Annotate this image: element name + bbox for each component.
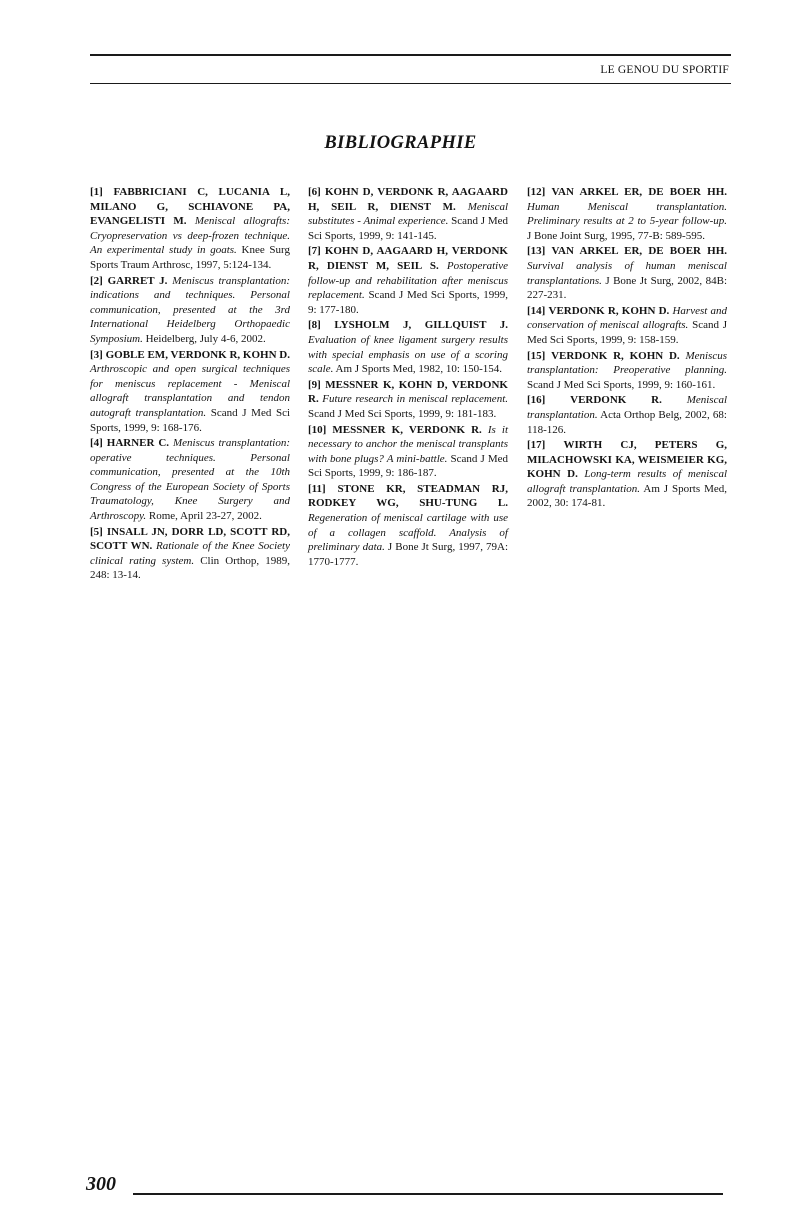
reference-entry — [308, 423, 508, 481]
reference-title: Rationale of the Knee Society clinical rating system. — [90, 540, 291, 567]
reference-column-3 — [527, 185, 727, 512]
page-number: 300 — [86, 1173, 116, 1195]
reference-entry — [308, 378, 508, 422]
reference-title: Evaluation of knee ligament surgery results with special emphasis on use of a scoring scale. — [308, 333, 508, 376]
reference-source: Scand J Med Sci Sports, 1999, 9: 160-161. — [527, 378, 716, 391]
reference-authors: MESSNER K, KOHN D, VERDONK R. — [308, 378, 508, 406]
reference-title: Meniscus transplantation: indications and techniques. Personal communication, presented at the 3rd International Heidelberg Orthopaedic Symposium. — [90, 274, 290, 345]
reference-number: [5] — [90, 525, 103, 538]
reference-title: Arthroscopic and open surgical techniques for meniscus replacement - Meniscal allograft transplantation and tendon autograft transplantation. — [90, 363, 290, 419]
reference-number: [4] — [90, 437, 103, 450]
reference-authors: LYSHOLM J, GILLQUIST J. — [334, 319, 508, 332]
reference-source: Am J Sports Med, 2002, 30: 174-81. — [527, 482, 727, 510]
reference-number: [14] — [527, 304, 546, 317]
reference-entry — [90, 274, 290, 347]
running-header-title: LE GENOU DU SPORTIF — [600, 64, 729, 76]
reference-title: Meniscus transplantation: operative techniques. Personal communication, presented at the 10th Congress of the European Society of Sports Traumatology, Knee Surgery and Arthroscopy. — [90, 437, 290, 523]
reference-entry — [90, 185, 290, 273]
reference-entry — [527, 349, 727, 393]
reference-source: J Bone Jt Surg, 1997, 79A: 1770-1777. — [308, 541, 509, 568]
reference-entry — [308, 244, 508, 317]
reference-source: Scand J Med Sci Sports, 1999, 9: 168-176. — [90, 406, 291, 434]
reference-authors: KOHN D, VERDONK R, AAGAARD H, SEIL R, DIENST M. — [308, 186, 509, 213]
reference-number: [9] — [308, 378, 321, 391]
reference-column-1 — [90, 185, 290, 584]
reference-source: Rome, April 23-27, 2002. — [148, 510, 262, 523]
reference-entry — [90, 348, 290, 436]
header-rule-top — [90, 54, 731, 56]
reference-entry — [527, 304, 727, 348]
reference-authors: VERDONK R, KOHN D. — [551, 349, 680, 362]
reference-title: Postoperative follow-up and rehabilitation after meniscus replacement. — [308, 259, 509, 302]
reference-title: Is it necessary to anchor the meniscal transplants with bone plugs? A mini-battle. — [308, 423, 509, 465]
reference-number: [15] — [527, 349, 546, 362]
reference-source: Knee Surg Sports Traum Arthrosc, 1997, 5:124-134. — [90, 244, 290, 271]
reference-number: [7] — [308, 245, 321, 258]
reference-title: Meniscal substitutes - Animal experience. — [308, 200, 509, 228]
reference-source: Heidelberg, July 4-6, 2002. — [145, 332, 266, 345]
reference-entry — [308, 185, 508, 243]
reference-authors: VERDONK R. — [570, 394, 662, 407]
section-title: BIBLIOGRAPHIE — [324, 133, 477, 153]
reference-authors: FABBRICIANI C, LUCANIA L, MILANO G, SCHIAVONE PA, EVANGELISTI M. — [90, 186, 291, 228]
reference-entry — [90, 436, 290, 524]
reference-title: Meniscus transplantation: Preoperative planning. — [527, 349, 727, 377]
reference-column-2 — [308, 185, 508, 570]
reference-authors: GARRET J. — [107, 274, 168, 287]
reference-title: Meniscal allografts: Cryopreservation vs deep-frozen technique. An experimental study in goats. — [90, 215, 290, 257]
reference-authors: VAN ARKEL ER, DE BOER HH. — [551, 186, 727, 198]
reference-entry — [90, 525, 290, 583]
reference-authors: STONE KR, STEADMAN RJ, RODKEY WG, SHU-TUNG L. — [308, 482, 508, 510]
header-rule-bottom — [90, 83, 731, 84]
reference-source: Scand J Med Sci Sports, 1999, 9: 177-180. — [308, 289, 509, 316]
reference-number: [6] — [308, 186, 321, 198]
reference-source: Scand J Med Sci Sports, 1999, 9: 141-145. — [308, 215, 508, 242]
reference-source: Clin Orthop, 1989, 248: 13-14. — [90, 554, 290, 582]
reference-title: Meniscal transplantation. — [527, 394, 728, 421]
reference-source: Am J Sports Med, 1982, 10: 150-154. — [335, 363, 503, 376]
reference-title: Regeneration of meniscal cartilage with use of a collagen scaffold. Analysis of preliminary data. — [308, 512, 508, 554]
reference-authors: INSALL JN, DORR LD, SCOTT RD, SCOTT WN. — [90, 525, 290, 553]
reference-title: Survival analysis of human meniscal transplantations. — [527, 259, 727, 287]
reference-source: J Bone Joint Surg, 1995, 77-B: 589-595. — [527, 229, 705, 242]
reference-authors: HARNER C. — [106, 437, 170, 450]
reference-entry — [527, 438, 727, 511]
reference-number: [16] — [527, 394, 546, 407]
reference-title: Harvest and conservation of meniscal allografts. — [527, 304, 727, 332]
reference-entry — [527, 185, 727, 243]
reference-source: Scand J Med Sci Sports, 1999, 9: 186-187. — [308, 452, 508, 480]
reference-entry — [527, 244, 727, 302]
reference-authors: MESSNER K, VERDONK R. — [332, 423, 482, 436]
reference-authors: GOBLE EM, VERDONK R, KOHN D. — [105, 348, 291, 361]
reference-number: [3] — [90, 348, 103, 361]
reference-number: [17] — [527, 439, 546, 452]
reference-title: Future research in meniscal replacement. — [322, 393, 508, 406]
reference-title: Human Meniscal transplantation. Preliminary results at 2 to 5-year follow-up. — [527, 200, 727, 228]
reference-entry — [308, 482, 508, 570]
reference-entry — [308, 318, 508, 376]
reference-number: [10] — [308, 423, 327, 436]
reference-title: Long-term results of meniscal allograft transplantation. — [527, 468, 727, 495]
reference-source: Scand J Med Sci Sports, 1999, 9: 158-159. — [527, 319, 728, 346]
reference-source: Acta Orthop Belg, 2002, 68: 118-126. — [527, 408, 727, 436]
footer-rule — [133, 1193, 723, 1195]
reference-number: [12] — [527, 186, 546, 198]
reference-number: [8] — [308, 319, 321, 332]
reference-authors: VERDONK R, KOHN D. — [548, 304, 670, 317]
reference-authors: VAN ARKEL ER, DE BOER HH. — [551, 245, 727, 258]
reference-number: [13] — [527, 245, 546, 258]
reference-source: Scand J Med Sci Sports, 1999, 9: 181-183. — [308, 407, 497, 420]
reference-authors: KOHN D, AAGAARD H, VERDONK R, DIENST M, SEIL S. — [308, 245, 508, 272]
reference-number: [1] — [90, 186, 103, 198]
reference-entry — [527, 393, 727, 437]
reference-source: J Bone Jt Surg, 2002, 84B: 227-231. — [527, 274, 727, 302]
reference-number: [11] — [308, 482, 326, 495]
reference-number: [2] — [90, 274, 103, 287]
reference-authors: WIRTH CJ, PETERS G, MILACHOWSKI KA, WEISMEIER KG, KOHN D. — [527, 439, 728, 481]
